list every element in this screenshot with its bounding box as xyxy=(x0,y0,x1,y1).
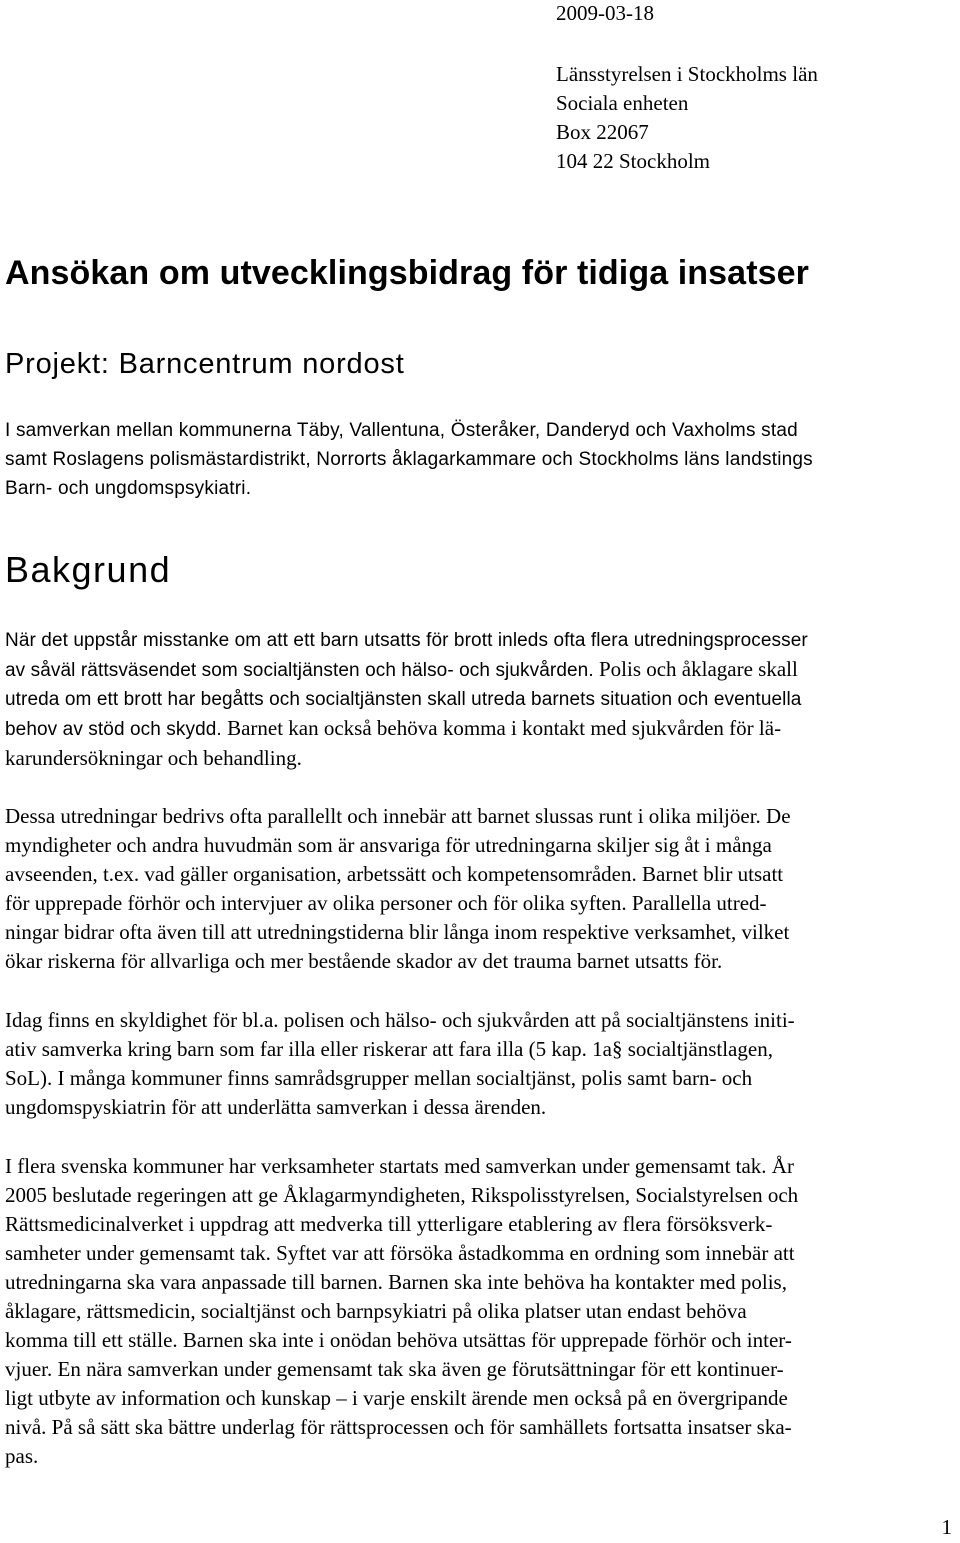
text-line: samt Roslagens polismästardistrikt, Norrorts åklagarkammare och Stockholms läns landstings xyxy=(5,449,813,470)
text-line xyxy=(5,655,960,685)
text-span: Polis och åklagare skall xyxy=(593,657,798,681)
address-line: 104 22 Stockholm xyxy=(556,149,711,173)
text-line: Barn- och ungdomspsykiatri. xyxy=(5,478,252,499)
text-line: komma till ett ställe. Barnen ska inte i onödan behöva utsättas för upprepade förhör och inter- xyxy=(5,1328,792,1352)
text-line: ningar bidrar ofta även till att utredningstiderna blir långa inom respektive verksamhet, vilket xyxy=(5,920,790,944)
text-line: ativ samverka kring barn som far illa eller riskerar att fara illa (5 kap. 1a§ socialtjänstlagen, xyxy=(5,1037,773,1061)
text-line: för upprepade förhör och intervjuer av olika personer och för olika syften. Parallella utred- xyxy=(5,891,767,915)
text-line: myndigheter och andra huvudmän som är ansvariga för utredningarna skiljer sig åt i många xyxy=(5,833,772,857)
text-line: pas. xyxy=(5,1444,39,1468)
text-line: vjuer. En nära samverkan under gemensamt tak ska även ge förutsättningar för ett kontinuer- xyxy=(5,1357,784,1381)
text-line: När det uppstår misstanke om att ett barn utsatts för brott inleds ofta flera utredningsprocesser xyxy=(5,630,808,651)
paragraph-4 xyxy=(5,1152,960,1471)
paragraph-1 xyxy=(5,626,960,773)
text-line: samheter under gemensamt tak. Syftet var att försöka åstadkomma en ordning som innebär att xyxy=(5,1241,795,1265)
text-span: av såväl rättsväsendet som socialtjänsten och hälso- och sjukvården. xyxy=(5,660,594,681)
address-line: Box 22067 xyxy=(556,120,649,144)
text-line: avseenden, t.ex. vad gäller organisation, arbetssätt och kompetensområden. Barnet blir utsatt xyxy=(5,862,784,886)
document-title: Ansökan om utvecklingsbidrag för tidiga insatser xyxy=(5,254,809,292)
intro-paragraph xyxy=(5,416,960,503)
text-line: utredningarna ska vara anpassade till barnen. Barnen ska inte behöva ha kontakter med polis, xyxy=(5,1270,787,1294)
text-line: 2005 beslutade regeringen att ge Åklagarmyndigheten, Rikspolisstyrelsen, Socialstyrelsen och xyxy=(5,1183,799,1207)
text-line: Idag finns en skyldighet för bl.a. polisen och hälso- och sjukvården att på socialtjänstens initi- xyxy=(5,1008,795,1032)
text-line: I samverkan mellan kommunerna Täby, Vallentuna, Österåker, Danderyd och Vaxholms stad xyxy=(5,420,798,441)
address-line: Sociala enheten xyxy=(556,91,689,115)
text-line: karundersökningar och behandling. xyxy=(5,746,302,770)
section-heading-bakgrund: Bakgrund xyxy=(5,549,172,590)
text-line: ungdomspyskiatrin för att underlätta samverkan i dessa ärenden. xyxy=(5,1095,547,1119)
text-span: behov av stöd och skydd. xyxy=(5,719,222,740)
text-line: I flera svenska kommuner har verksamheter startats med samverkan under gemensamt tak. År xyxy=(5,1154,794,1178)
address-line: Länsstyrelsen i Stockholms län xyxy=(556,62,818,86)
text-line: åklagare, rättsmedicin, socialtjänst och barnpsykiatri på olika platser utan endast behöva xyxy=(5,1299,747,1323)
text-line xyxy=(5,714,960,744)
text-line: ligt utbyte av information och kunskap – i varje enskilt ärende men också på en övergripande xyxy=(5,1386,788,1410)
paragraph-3 xyxy=(5,1006,960,1122)
text-line: Dessa utredningar bedrivs ofta parallellt och innebär att barnet slussas runt i olika miljöer. De xyxy=(5,804,791,828)
text-line: ökar riskerna för allvarliga och mer bestående skador av det trauma barnet utsatts för. xyxy=(5,949,723,973)
document-date: 2009-03-18 xyxy=(556,1,654,25)
project-subtitle: Projekt: Barncentrum nordost xyxy=(5,348,405,380)
text-span: Barnet kan också behöva komma i kontakt med sjukvården för lä- xyxy=(221,716,782,740)
page-number: 1 xyxy=(941,1515,952,1539)
text-line: Rättsmedicinalverket i uppdrag att medverka till ytterligare etablering av flera försöksverk- xyxy=(5,1212,773,1236)
text-line: utreda om ett brott har begåtts och socialtjänsten skall utreda barnets situation och eventuella xyxy=(5,689,802,710)
text-line: nivå. På så sätt ska bättre underlag för rättsprocessen och för samhällets fortsatta insatser ska- xyxy=(5,1415,792,1439)
recipient-address xyxy=(556,60,818,176)
paragraph-2 xyxy=(5,802,960,976)
text-line: SoL). I många kommuner finns samrådsgrupper mellan socialtjänst, polis samt barn- och xyxy=(5,1066,753,1090)
